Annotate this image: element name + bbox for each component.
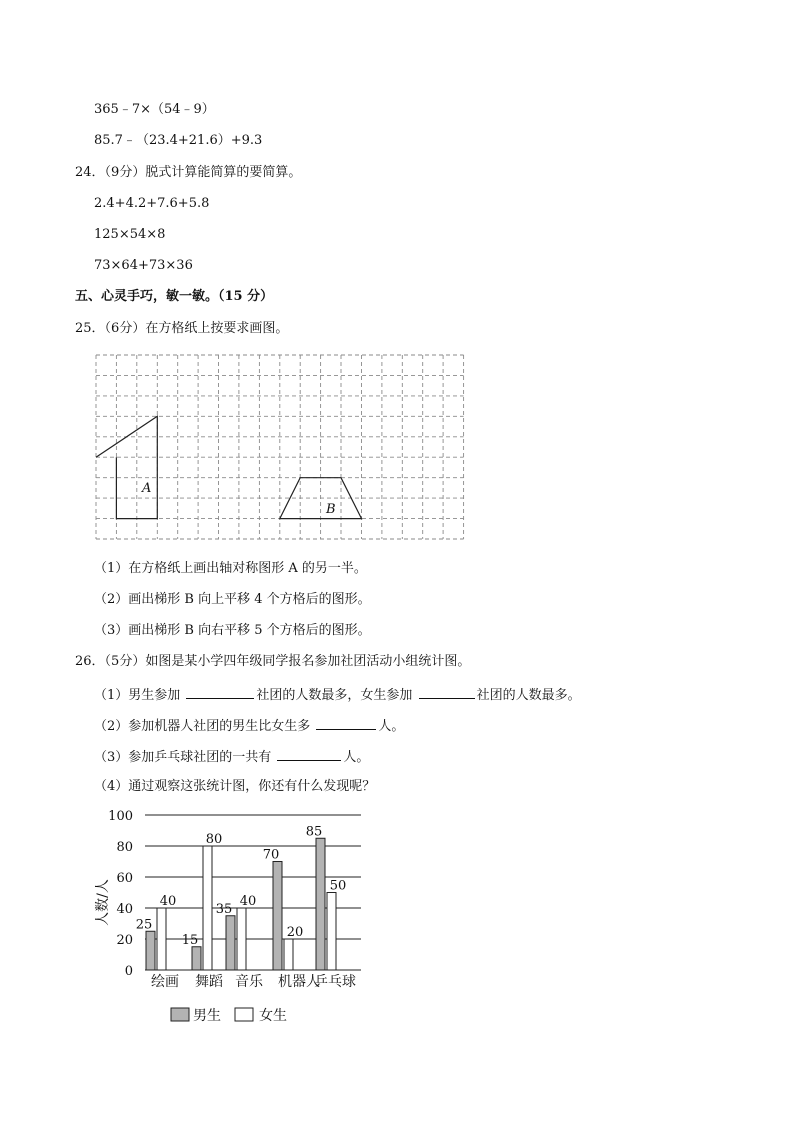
bar-girls-3 (284, 939, 293, 970)
y-tick-label: 80 (116, 840, 133, 855)
bar-boys-4 (316, 838, 325, 970)
x-tick-label: 绘画 (151, 974, 179, 990)
question-25-part-3: （3）画出梯形 B 向右平移 5 个方格后的图形。 (94, 623, 371, 638)
data-label-girls: 40 (159, 894, 177, 909)
legend-swatch-boys (171, 1008, 189, 1021)
legend-swatch-girls (235, 1008, 253, 1021)
q26-1-middle: 社团的人数最多，女生参加 (256, 688, 413, 703)
q26-2-suffix: 人。 (378, 719, 405, 734)
q26-3-suffix: 人。 (343, 750, 370, 765)
question-26-part-4: （4）通过观察这张统计图，你还有什么发现呢？ (94, 779, 376, 794)
grid-paper (88, 348, 468, 548)
legend-label-girls: 女生 (259, 1008, 287, 1024)
question-24-item-2: 125×54×8 (94, 227, 166, 242)
bar-girls-2 (237, 908, 246, 970)
y-axis-label: 人数/人 (95, 879, 111, 926)
y-tick-label: 0 (124, 964, 133, 979)
x-tick-label: 音乐 (235, 974, 263, 990)
question-26-part-3 (94, 748, 369, 766)
x-tick-label: 机器人 (278, 974, 320, 990)
question-24-item-1: 2.4+4.2+7.6+5.8 (94, 196, 210, 211)
question-25-part-1: （1）在方格纸上画出轴对称图形 A 的另一半。 (94, 561, 367, 576)
club-bar-chart (85, 803, 385, 1033)
question-24-item-3: 73×64+73×36 (94, 258, 193, 273)
y-tick-label: 100 (108, 809, 133, 824)
answer-blank-robot-diff[interactable] (316, 717, 376, 730)
question-26: 26．（5分）如图是某小学四年级同学报名参加社团活动小组统计图。 (75, 654, 471, 669)
bar-girls-4 (327, 893, 336, 971)
bar-boys-2 (226, 916, 235, 970)
y-tick-label: 60 (116, 871, 133, 886)
question-26-part-1 (94, 686, 581, 704)
answer-blank-boys-most[interactable] (186, 686, 254, 699)
expression-2: 85.7﹣（23.4+21.6）+9.3 (94, 133, 263, 148)
section-5-heading: 五、心灵手巧，敏一敏。（15 分） (75, 289, 274, 304)
data-label-girls: 50 (329, 878, 347, 894)
q26-2-prefix: （2）参加机器人社团的男生比女生多 (94, 719, 311, 734)
y-tick-label: 40 (116, 902, 133, 917)
answer-blank-pingpong-total[interactable] (277, 748, 341, 761)
data-label-boys: 15 (181, 932, 199, 948)
question-24: 24．（9分）脱式计算能简算的要简算。 (75, 165, 302, 180)
data-label-boys: 35 (215, 901, 233, 917)
data-label-girls: 80 (205, 832, 223, 847)
figure-a (96, 416, 157, 518)
bar-boys-0 (146, 931, 155, 970)
bar-girls-1 (203, 846, 212, 970)
trapezoid-b-label: B (326, 502, 336, 517)
bar-boys-3 (273, 862, 282, 971)
y-tick-label: 20 (116, 933, 133, 948)
bar-girls-0 (157, 908, 166, 970)
answer-blank-girls-most[interactable] (419, 686, 475, 699)
figure-a-label: A (142, 481, 152, 496)
expression-1: 365﹣7×（54﹣9） (94, 102, 215, 117)
bar-boys-1 (192, 947, 201, 970)
q26-1-prefix: （1）男生参加 (94, 688, 181, 703)
question-25-part-2: （2）画出梯形 B 向上平移 4 个方格后的图形。 (94, 592, 371, 607)
data-label-girls: 20 (286, 925, 304, 940)
x-tick-label: 舞蹈 (195, 974, 223, 990)
question-25: 25．（6分）在方格纸上按要求画图。 (75, 321, 289, 336)
x-tick-label: 乒乓球 (314, 974, 356, 990)
question-26-part-2 (94, 717, 404, 735)
q26-1-suffix: 社团的人数最多。 (476, 688, 581, 703)
data-label-boys: 70 (262, 847, 280, 863)
data-label-boys: 85 (305, 824, 323, 840)
legend-label-boys: 男生 (193, 1008, 221, 1024)
data-label-girls: 40 (239, 894, 257, 909)
data-label-boys: 25 (135, 917, 153, 933)
q26-3-prefix: （3）参加乒乓球社团的一共有 (94, 750, 272, 765)
